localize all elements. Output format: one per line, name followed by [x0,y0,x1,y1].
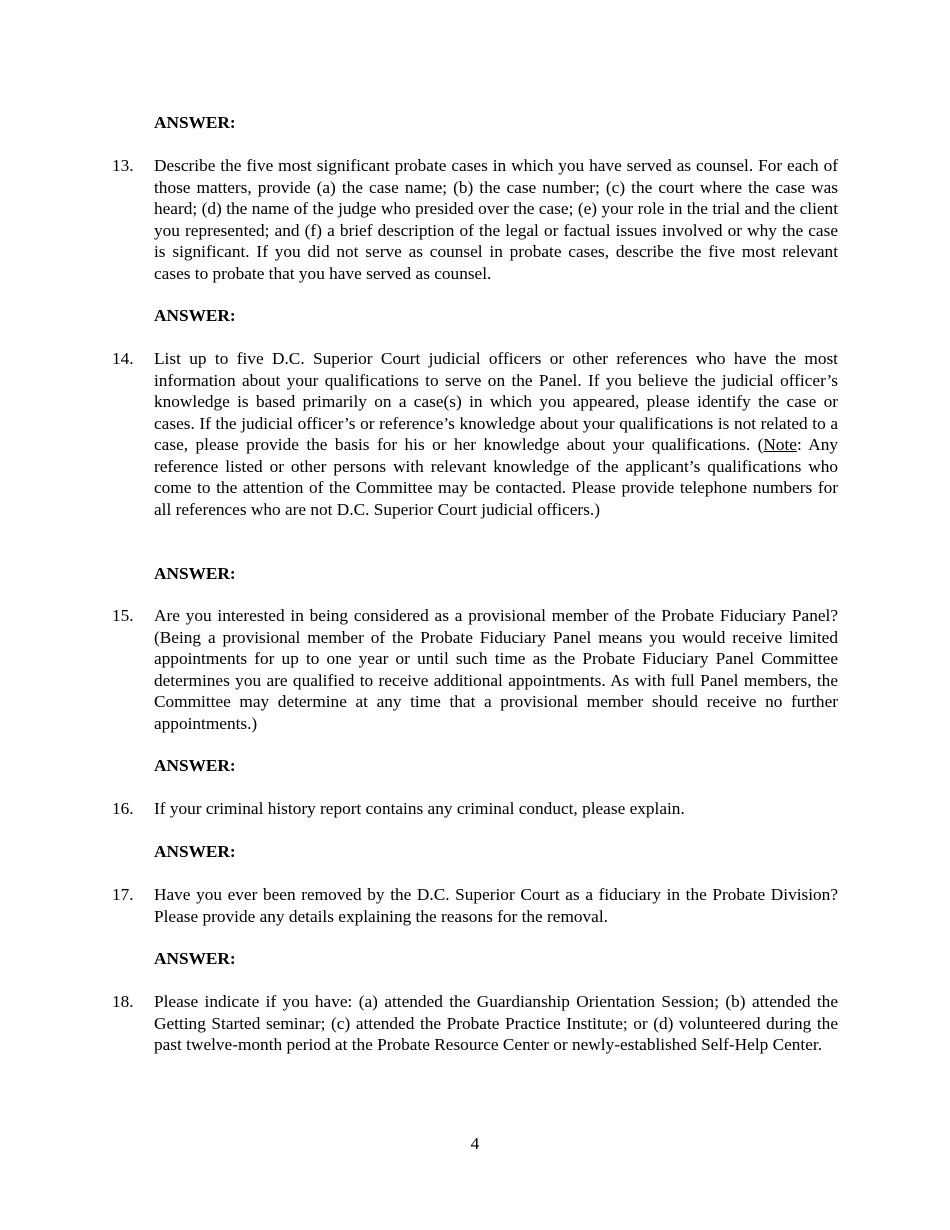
question-17 [112,884,838,927]
answer-label: ANSWER: [154,113,236,132]
question-text: Are you interested in being considered as a provisional member of the Probate Fiduciary Panel? (Being a provisional member of the Probate Fiduciary Panel means you would receive limited appointments for up to one year or until such time as the Probate Fiduciary Panel Committee determines you are qualified to receive additional appointments. As with full Panel members, the Committee may determine at any time that a provisional member should receive no further appointments.) [154,606,838,733]
answer-label: ANSWER: [154,306,236,325]
question-14 [112,348,838,520]
question-text: Please indicate if you have: (a) attended the Guardianship Orientation Session; (b) attended the Getting Started seminar; (c) attended the Probate Practice Institute; or (d) volunteered during the past twelve-month period at the Probate Resource Center or newly-established Self-Help Center. [154,992,838,1054]
question-text-part: List up to five D.C. Superior Court judicial officers or other references who have the most information about your qualifications to serve on the Panel. If you believe the judicial officer’s knowledge is based primarily on a case(s) in which you appeared, please identify the case or cases. If the judicial officer’s or reference’s knowledge about your qualifications is not related to a case, please provide the basis for his or her knowledge about your qualifications. ( [154,349,838,454]
question-15 [112,605,838,734]
question-number: 14. [112,349,134,368]
question-18 [112,991,838,1056]
question-text: If your criminal history report contains any criminal conduct, please explain. [154,799,685,818]
question-number: 16. [112,799,134,818]
answer-label: ANSWER: [154,949,236,968]
question-text-part: : Any reference listed or other persons with relevant knowledge of the applicant’s qualifications who come to the attention of the Committee may be contacted. Please provide telephone numbers for all references who are not D.C. Superior Court judicial officers.) [154,435,838,519]
question-text: Have you ever been removed by the D.C. Superior Court as a fiduciary in the Probate Division? Please provide any details explaining the reasons for the removal. [154,885,838,926]
question-16 [112,798,838,820]
question-number: 15. [112,606,134,625]
answer-label: ANSWER: [154,564,236,583]
question-number: 13. [112,156,134,175]
question-text: Describe the five most significant probate cases in which you have served as counsel. For each of those matters, provide (a) the case name; (b) the case number; (c) the court where the case was heard; (d) the name of the judge who presided over the case; (e) your role in the trial and the client you represented; and (f) a brief description of the legal or factual issues involved or why the case is significant. If you did not serve as counsel in probate cases, describe the five most relevant cases to probate that you have served as counsel. [154,156,838,283]
note-label: Note [763,435,797,454]
answer-label: ANSWER: [154,842,236,861]
question-13 [112,155,838,284]
question-number: 17. [112,885,134,904]
page-number: 4 [470,1134,480,1153]
question-text [154,348,838,520]
question-number: 18. [112,992,134,1011]
answer-label: ANSWER: [154,756,236,775]
